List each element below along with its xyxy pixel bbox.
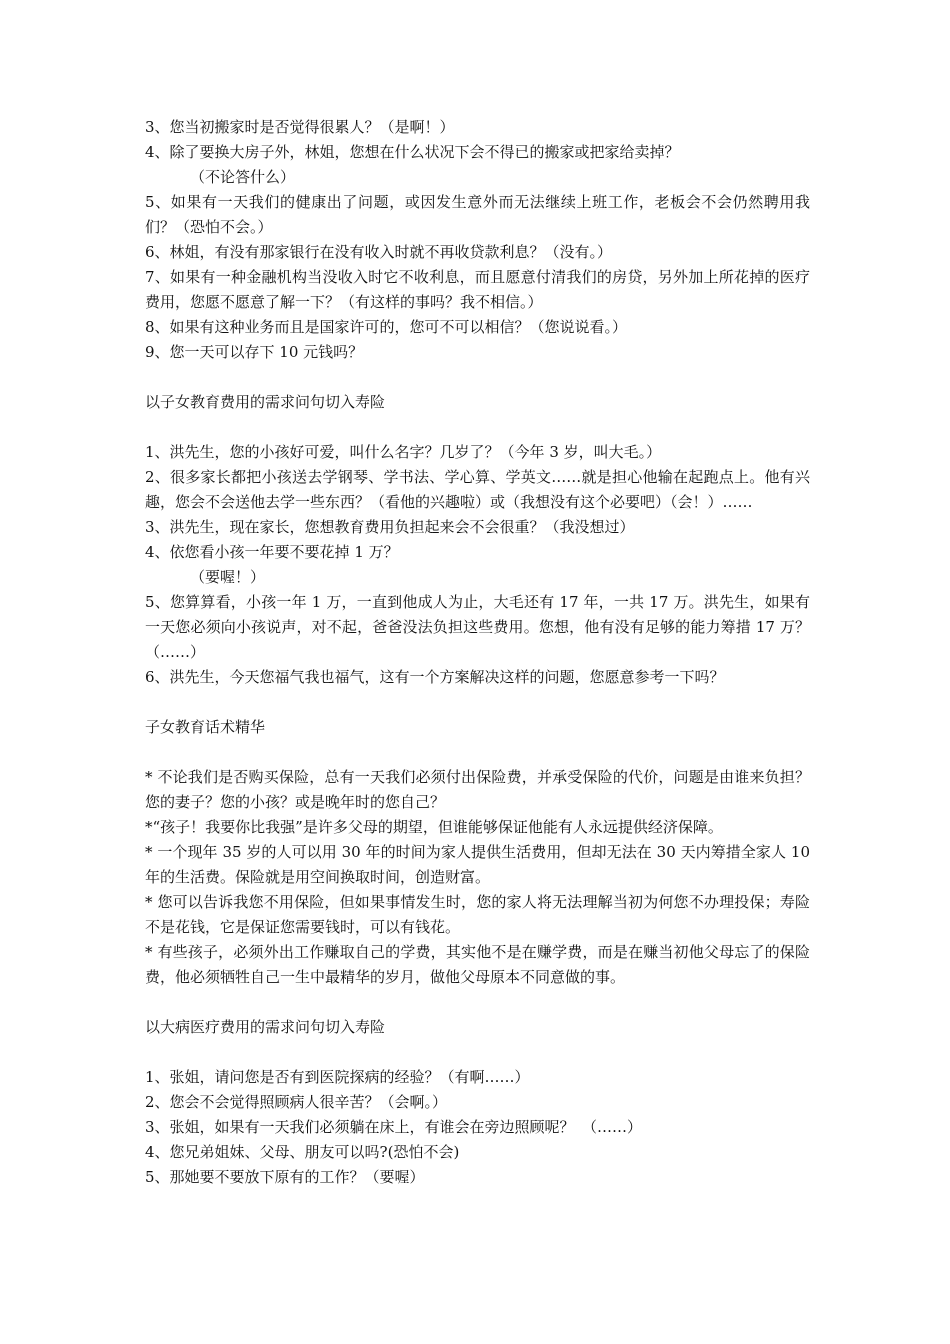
list-item: 9、您一天可以存下 10 元钱吗？ [145, 343, 364, 361]
list-item: 2、很多家长都把小孩送去学钢琴、学书法、学心算、学英文……就是担心他输在起跑点上。他有兴趣，您会不会送他去学一些东西？（看他的兴趣啦）或（我想没有这个必要吧）（会！）…… [145, 468, 810, 511]
education-question-list [145, 440, 810, 690]
list-item: * 有些孩子，必须外出工作赚取自己的学费，其实他不是在赚学费，而是在赚当初他父母忘了的保险费，他必须牺牲自己一生中最精华的岁月，做他父母原本不同意做的事。 [145, 943, 810, 986]
list-item: 3、洪先生，现在家长，您想教育费用负担起来会不会很重？（我没想过） [145, 518, 635, 536]
list-item: 4、依您看小孩一年要不要花掉 1 万？ [145, 543, 399, 561]
list-item: 5、您算算看，小孩一年 1 万，一直到他成人为止，大毛还有 17 年，一共 17 万。洪先生，如果有一天您必须向小孩说声，对不起，爸爸没法负担这些费用。您想，他有没有足够的能力筹措 17 万？（……） [145, 593, 810, 661]
medical-question-list [145, 1065, 810, 1190]
list-item: * 一个现年 35 岁的人可以用 30 年的时间为家人提供生活费用，但却无法在 30 天内筹措全家人 10 年的生活费。保险就是用空间换取时间，创造财富。 [145, 843, 810, 886]
list-item: *“孩子！我要你比我强”是许多父母的期望，但谁能够保证他能有人永远提供经济保障。 [145, 818, 723, 836]
list-item: 2、您会不会觉得照顾病人很辛苦？（会啊。） [145, 1093, 448, 1111]
list-item: 7、如果有一种金融机构当没收入时它不收利息，而且愿意付清我们的房贷，另外加上所花掉的医疗费用，您愿不愿意了解一下？（有这样的事吗？我不相信。） [145, 268, 810, 311]
essence-point-list [145, 765, 810, 990]
list-item: 4、除了要换大房子外，林姐，您想在什么状况下会不得已的搬家或把家给卖掉？ [145, 143, 680, 161]
section-heading-education: 以子女教育费用的需求问句切入寿险 [145, 393, 386, 411]
list-item: 6、洪先生，今天您福气我也福气，这有一个方案解决这样的问题，您愿意参考一下吗？ [145, 668, 725, 686]
list-item: 8、如果有这种业务而且是国家许可的，您可不可以相信？（您说说看。） [145, 318, 628, 336]
list-item: 3、张姐，如果有一天我们必须躺在床上，有谁会在旁边照顾呢？ （……） [145, 1118, 643, 1136]
list-item: 5、如果有一天我们的健康出了问题，或因发生意外而无法继续上班工作，老板会不会仍然聘用我们？（恐怕不会。） [145, 193, 810, 236]
list-item-answer: （不论答什么） [190, 168, 296, 186]
list-item: 4、您兄弟姐妹、父母、朋友可以吗?(恐怕不会) [145, 1143, 460, 1161]
list-item: 1、张姐，请问您是否有到医院探病的经验？（有啊……） [145, 1068, 530, 1086]
list-item: 1、洪先生，您的小孩好可爱，叫什么名字？几岁了？（今年 3 岁，叫大毛。） [145, 443, 662, 461]
document-page [145, 115, 810, 1190]
list-item: * 不论我们是否购买保险，总有一天我们必须付出保险费，并承受保险的代价，问题是由谁来负担？您的妻子？您的小孩？或是晚年时的您自己？ [145, 768, 810, 811]
section-heading-medical: 以大病医疗费用的需求问句切入寿险 [145, 1018, 386, 1036]
list-item: 6、林姐，有没有那家银行在没有收入时就不再收贷款利息？（没有。） [145, 243, 613, 261]
list-item: * 您可以告诉我您不用保险，但如果事情发生时，您的家人将无法理解当初为何您不办理投保；寿险不是花钱，它是保证您需要钱时，可以有钱花。 [145, 893, 810, 936]
list-item-answer: （要喔！） [190, 568, 266, 586]
move-question-list [145, 115, 810, 365]
list-item: 3、您当初搬家时是否觉得很累人？（是啊！） [145, 118, 455, 136]
section-heading-essence: 子女教育话术精华 [145, 718, 266, 736]
list-item: 5、那她要不要放下原有的工作？（要喔） [145, 1168, 425, 1186]
